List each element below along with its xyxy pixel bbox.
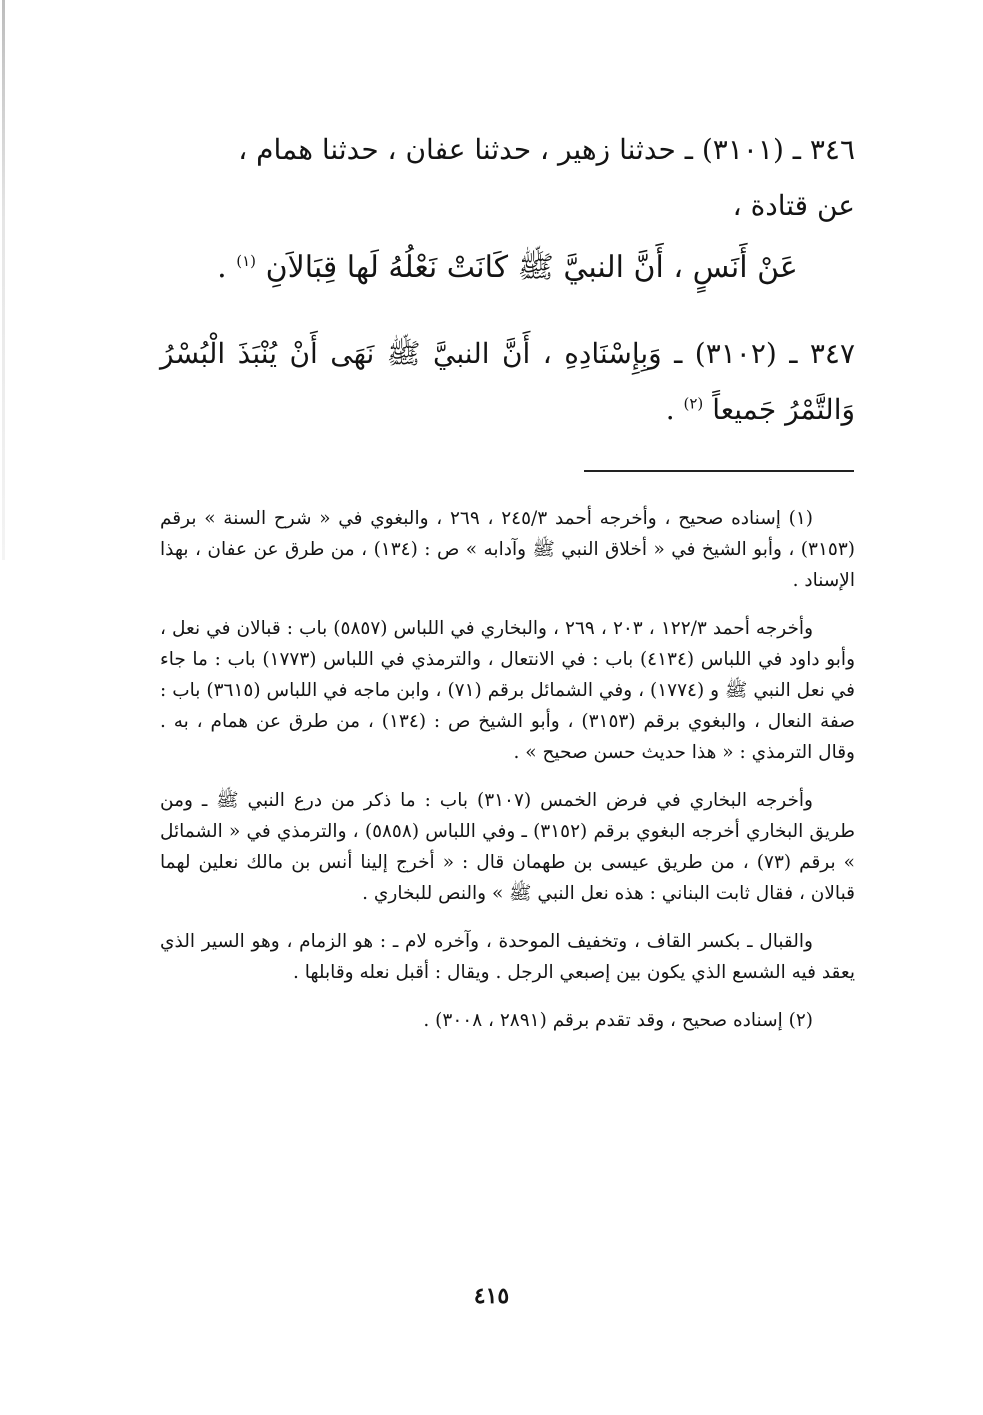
hadith-347 [160, 326, 855, 438]
hadith-346-matn [160, 240, 855, 296]
footnotes [160, 503, 855, 1053]
hadith-346-matn-end: . [217, 250, 237, 285]
hadith-346-isnad-line-2: عن قتادة ، [732, 189, 855, 222]
footnote-1-continued: وأخرجه أحمد ١٢٢/٣ ، ٢٠٣ ، ٢٦٩ ، والبخاري في اللباس (٥٨٥٧) باب : قبالان في نعل ، وأبو داود في اللباس (٤١٣٤) باب : في الانتعال ، والترمذي في اللباس (١٧٧٣) باب : ما جاء في نعل النبي ﷺ و (١٧٧٤) ، وفي الشمائل برقم (٧١) ، وابن ماجه في اللباس (٣٦١٥) باب : صفة النعال ، والبغوي برقم (٣١٥٣) ، وأبو الشيخ ص : (١٣٤) ، من طرق عن همام ، به . وقال الترمذي : « هذا حديث حسن صحيح » . [160, 618, 856, 763]
footnote-marker-1: (١) [236, 252, 257, 270]
footnote-separator [584, 470, 854, 472]
hadith-347-end: . [665, 393, 684, 426]
page-number: ٤١٥ [473, 1283, 510, 1309]
hadith-346 [160, 122, 855, 234]
hadith-347-text: ٣٤٧ ـ (٣١٠٢) ـ وَبِإِسْنَادِهِ ، أَنَّ النبيَّ ﷺ نَهَى أَنْ يُنْبَذَ الْبُسْرُ وَالتَّمْرُ جَميعاً [160, 337, 855, 426]
scan-edge-shadow [2, 0, 5, 560]
footnote-1: (١) إسناده صحيح ، وأخرجه أحمد ٢٤٥/٣ ، ٢٦٩ ، والبغوي في « شرح السنة » برقم (٣١٥٣) ، وأبو الشيخ في « أخلاق النبي ﷺ وآدابه » ص : (١٣٤) ، من طرق عن عفان ، بهذا الإسناد . [160, 508, 855, 591]
footnote-marker-2: (٢) [683, 394, 704, 413]
footnote-2: (٢) إسناده صحيح ، وقد تقدم برقم (٢٨٩١ ، ٣٠٠٨) . [423, 1010, 813, 1031]
footnote-1-bukhari: وأخرجه البخاري في فرض الخمس (٣١٠٧) باب : ما ذكر من درع النبي ﷺ ـ ومن طريق البخاري أخرجه البغوي برقم (٣١٥٢) ـ وفي اللباس (٥٨٥٨) ، والترمذي في « الشمائل » برقم (٧٣) ، من طريق عيسى بن طهمان قال : « أخرج إلينا أنس بن مالك نعلين لهما قبالان ، فقال ثابت البناني : هذه نعل النبي ﷺ » والنص للبخاري . [160, 790, 856, 904]
hadith-346-isnad-line: ٣٤٦ ـ (٣١٠١) ـ حدثنا زهير ، حدثنا عفان ، حدثنا همام ، [238, 133, 855, 166]
footnote-1-definition: والقبال ـ بكسر القاف ، وتخفيف الموحدة ، وآخره لام ـ : هو الزمام ، وهو السير الذي يعقد فيه الشسع الذي يكون بين إصبعي الرجل . ويقال : أقبل نعله وقابلها . [160, 931, 855, 983]
hadith-346-matn-text: عَنْ أَنَسٍ ، أَنَّ النبيَّ ﷺ كَانَتْ نَعْلُهُ لَها قِبَالاَنِ [265, 250, 798, 285]
